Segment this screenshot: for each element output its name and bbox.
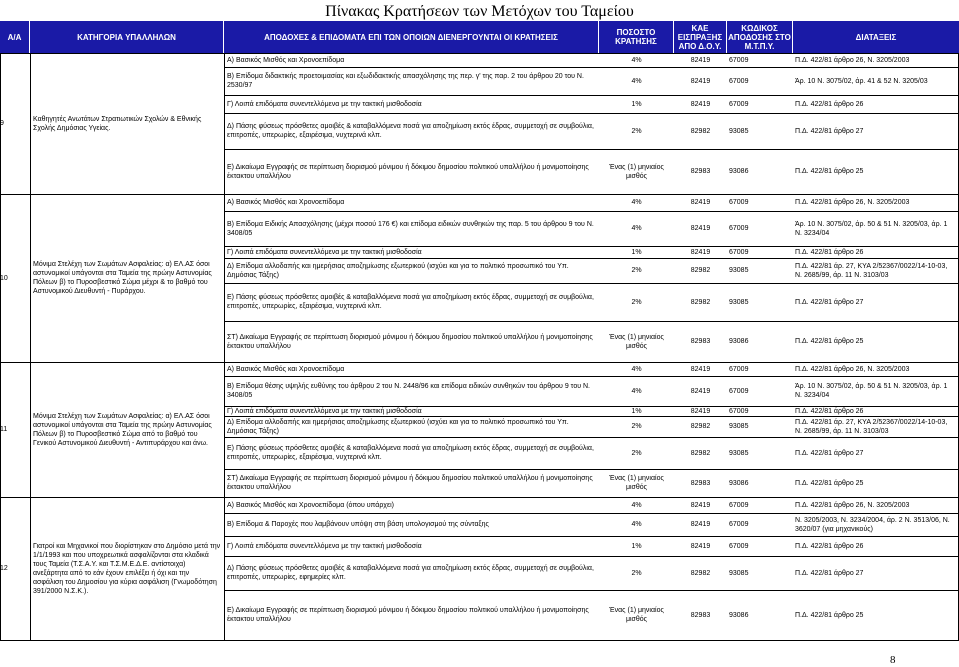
allowance-description: Α) Βασικός Μισθός και Χρονοεπίδομα (όπου υπάρχει) <box>227 501 394 509</box>
column-divider <box>224 53 225 194</box>
provision-text: Π.Δ. 422/81 άρθρο 26 <box>795 407 864 415</box>
provision-text: Ν. 3205/2003, Ν. 3234/2004, άρ. 2 Ν. 3513/06, Ν. 3620/07 (για μηχανικούς) <box>795 516 950 533</box>
provision-text: Π.Δ. 422/81 άρθρο 27 <box>795 298 864 306</box>
category-text: Γιατροί και Μηχανικοί που διορίστηκαν στο Δημόσιο μετά την 1/1/1993 και που υποχρεωτικά ασφαλίζονται στα κλαδικά τους Ταμεία (Τ.Σ.Α.Υ. και Τ.Σ.Μ.Ε.Δ.Ε. αντίστοιχα) ανεξάρτητα από το εάν έχουν επιλέξει ή όχι και την ασφάλιση του Δημοσίου για κύρια ασφάλιση (Γνωμοδότηση 391/2000 Ν.Σ.Κ.). <box>33 542 221 595</box>
header-provisions: ΔΙΑΤΑΞΕΙΣ <box>793 21 959 53</box>
payment-code: 67009 <box>729 100 749 108</box>
percent-value: 4% <box>631 521 642 528</box>
percent-value: Ένας (1) μηνιαίος μισθός <box>609 475 664 491</box>
column-divider <box>30 53 31 194</box>
provision-text: Π.Δ. 422/81 άρθρο 26 <box>795 542 864 550</box>
payment-code: 93085 <box>729 267 749 274</box>
provision-text: Π.Δ. 422/81 άρθρο 25 <box>795 338 864 345</box>
allowance-description: Δ) Επίδομα αλλοδαπής και ημερήσιας αποζημίωσης εξωτερικού (ισχύει και για το πολιτικό προσωπικό του Υπ. Δημόσιας Τάξης) <box>227 262 569 279</box>
kae-code: 82419 <box>690 248 711 256</box>
provision-text: Π.Δ. 422/81 άρ. 27, ΚΥΑ 2/52367/0022/14-10-03, Ν. 2685/99, άρ. 11 Ν. 3103/03 <box>795 418 948 435</box>
payment-code: 67009 <box>729 407 749 415</box>
allowance-description: Δ) Πάσης φύσεως πρόσθετες αμοιβές & καταβαλλόμενα ποσά για αποζημίωση εκτός έδρας, συμμετοχή σε συμβούλια, επιτροπές, υπερωρίες, εξαιρέσιμα, νυχτερινά κλπ. <box>227 123 594 139</box>
provision-text: Άρ. 10 Ν. 3075/02, άρ. 50 & 51 Ν. 3205/03, άρ. 1 Ν. 3234/04 <box>795 383 948 399</box>
payment-code: 93085 <box>729 127 749 135</box>
percent-value: 2% <box>631 267 642 274</box>
percent-value: 4% <box>631 199 642 206</box>
payment-code: 67009 <box>729 56 749 64</box>
percent-value: 4% <box>631 365 642 373</box>
allowance-description: Γ) Λοιπά επιδόματα συνεντελλόμενα με την τακτική μισθοδοσία <box>227 100 422 108</box>
kae-code: 82419 <box>690 407 711 415</box>
kae-code: 82419 <box>690 100 711 108</box>
column-divider <box>224 362 225 497</box>
kae-code: 82419 <box>690 365 711 373</box>
allowance-description: Δ) Πάσης φύσεως πρόσθετες αμοιβές & καταβαλλόμενα ποσά για αποζημίωση εκτός έδρας, συμμετοχή σε συμβούλια, επιτροπές, υπερωρίες, εφημερίες κλπ. <box>227 565 594 581</box>
kae-code: 82982 <box>690 569 711 577</box>
provision-text: Π.Δ. 422/81 άρθρο 25 <box>795 168 864 175</box>
kae-code: 82419 <box>690 542 711 550</box>
provision-text: Π.Δ. 422/81 άρθρο 25 <box>795 479 864 487</box>
percent-value: 1% <box>631 542 642 550</box>
allowance-description: Γ) Λοιπά επιδόματα συνεντελλόμενα με την τακτική μισθοδοσία <box>227 407 422 415</box>
percent-value: 2% <box>631 569 642 577</box>
header-percent: ΠΟΣΟΣΤΟ ΚΡΑΤΗΣΗΣ <box>599 21 674 53</box>
provision-text: Π.Δ. 422/81 άρθρο 26, Ν. 3205/2003 <box>795 199 910 206</box>
row-number: 9 <box>0 120 4 127</box>
provision-text: Π.Δ. 422/81 άρθρο 27 <box>795 449 864 457</box>
kae-code: 82982 <box>690 423 711 430</box>
provision-text: Π.Δ. 422/81 άρθρο 27 <box>795 127 864 135</box>
payment-code: 67009 <box>729 542 749 550</box>
payment-code: 93085 <box>729 423 749 430</box>
allowance-description: Ε) Πάσης φύσεως πρόσθετες αμοιβές & καταβαλλόμενα ποσά για αποζημίωση εκτός έδρας, συμμετοχή σε συμβούλια, επιτροπές, υπερωρίες, εξαιρέσιμα, νυχτερινά κλπ. <box>227 294 594 310</box>
header-category: ΚΑΤΗΓΟΡΙΑ ΥΠΑΛΛΗΛΩΝ <box>30 21 224 53</box>
kae-code: 82982 <box>690 267 711 274</box>
provision-text: Π.Δ. 422/81 άρθρο 26 <box>795 100 864 108</box>
kae-code: 82982 <box>690 449 711 457</box>
percent-value: Ένας (1) μηνιαίος μισθός <box>609 333 664 350</box>
row-divider <box>0 640 959 641</box>
column-divider <box>30 194 31 362</box>
kae-code: 82982 <box>690 127 711 135</box>
payment-code: 67009 <box>729 521 749 528</box>
allowance-description: Γ) Λοιπά επιδόματα συνεντελλόμενα με την τακτική μισθοδοσία <box>227 248 422 256</box>
allowance-description: Ε) Δικαίωμα Εγγραφής σε περίπτωση διορισμού μόνιμου ή δόκιμου δημοσίου πολιτικού υπαλλήλου ή μονιμοποίησης έκτακτου υπαλλήλου <box>227 163 589 180</box>
provision-text: Π.Δ. 422/81 άρθρο 25 <box>795 611 864 619</box>
payment-code: 93086 <box>729 479 749 487</box>
allowance-description: Ε) Πάσης φύσεως πρόσθετες αμοιβές & καταβαλλόμενα ποσά για αποζημίωση εκτός έδρας, συμμετοχή σε συμβούλια, επιτροπές, υπερωρίες, εξαιρέσιμα, νυχτερινά κλπ. <box>227 445 594 461</box>
allowance-description: Δ) Επίδομα αλλοδαπής και ημερήσιας αποζημίωσης εξωτερικού (ισχύει και για το πολιτικό προσωπικό του Υπ. Δημόσιας Τάξης) <box>227 418 569 435</box>
payment-code: 67009 <box>729 199 749 206</box>
kae-code: 82983 <box>690 168 711 175</box>
allowance-description: Α) Βασικός Μισθός και Χρονοεπίδομα <box>227 365 345 373</box>
row-number: 11 <box>0 426 8 433</box>
provision-text: Π.Δ. 422/81 άρθρο 27 <box>795 569 864 577</box>
kae-code: 82419 <box>690 56 711 64</box>
kae-code: 82983 <box>690 479 711 487</box>
header-code: ΚΩΔΙΚΟΣ ΑΠΟΔΟΣΗΣ ΣΤΟ Μ.Τ.Π.Υ. <box>727 21 793 53</box>
header-kae: ΚΑΕ ΕΙΣΠΡΑΞΗΣ ΑΠΟ Δ.Ο.Υ. <box>674 21 727 53</box>
payment-code: 67009 <box>729 225 749 232</box>
allowance-description: Β) Επίδομα θέσης υψηλής ευθύνης του άρθρου 2 του Ν. 2448/96 και επίδομα ειδικών συνθηκών του άρθρου 9 του Ν. 3408/05 <box>227 383 590 399</box>
percent-value: 4% <box>631 77 642 85</box>
row-number: 12 <box>0 565 8 572</box>
allowance-description: Β) Επίδομα & Παροχές που λαμβάνουν υπόψη στη βάση υπολογισμού της σύνταξης <box>227 521 489 528</box>
percent-value: 4% <box>631 56 642 64</box>
percent-value: 2% <box>631 127 642 135</box>
provision-text: Π.Δ. 422/81 άρθρο 26 <box>795 248 864 256</box>
column-divider <box>30 362 31 497</box>
percent-value: 4% <box>631 225 642 232</box>
kae-code: 82419 <box>690 387 711 395</box>
category-text: Καθηγητές Ανωτάτων Στρατιωτικών Σχολών & Εθνικής Σχολής Δημόσιας Υγείας. <box>33 115 202 132</box>
provision-text: Π.Δ. 422/81 άρθρο 26, Ν. 3205/2003 <box>795 501 910 509</box>
kae-code: 82983 <box>690 611 711 619</box>
payment-code: 93086 <box>729 611 749 619</box>
column-divider <box>224 194 225 362</box>
percent-value: 1% <box>631 100 642 108</box>
payment-code: 67009 <box>729 248 749 256</box>
kae-code: 82419 <box>690 199 711 206</box>
allowance-description: Α) Βασικός Μισθός και Χρονοεπίδομα <box>227 199 345 206</box>
kae-code: 82419 <box>690 501 711 509</box>
percent-value: 1% <box>631 248 642 256</box>
payment-code: 67009 <box>729 77 749 85</box>
column-divider <box>224 497 225 640</box>
kae-code: 82983 <box>690 338 711 345</box>
provision-text: Άρ. 10 Ν. 3075/02, άρ. 41 & 52 Ν. 3205/03 <box>795 77 928 85</box>
percent-value: 4% <box>631 387 642 395</box>
row-number: 10 <box>0 274 8 282</box>
kae-code: 82419 <box>690 521 711 528</box>
percent-value: Ένας (1) μηνιαίος μισθός <box>609 607 664 623</box>
kae-code: 82982 <box>690 298 711 306</box>
kae-code: 82419 <box>690 77 711 85</box>
header-allowances: ΑΠΟΔΟΧΕΣ & ΕΠΙΔΟΜΑΤΑ ΕΠΙ ΤΩΝ ΟΠΟΙΩΝ ΔΙΕΝΕΡΓΟΥΝΤΑΙ ΟΙ ΚΡΑΤΗΣΕΙΣ <box>224 21 599 53</box>
allowance-description: Α) Βασικός Μισθός και Χρονοεπίδομα <box>227 56 345 64</box>
percent-value: 1% <box>631 407 642 415</box>
document-title: Πίνακας Κρατήσεων των Μετόχων του Ταμείου <box>325 3 634 20</box>
header-aa: Α/Α <box>0 21 30 53</box>
payment-code: 93086 <box>729 168 749 175</box>
page-number: 8 <box>890 654 896 666</box>
payment-code: 93086 <box>729 338 749 345</box>
category-text: Μόνιμα Στελέχη των Σωμάτων Ασφαλείας: α) ΕΛ.ΑΣ όσοι αστυνομικοί υπάγονται στα Ταμεία της πρώην Αστυνομίας Πόλεων β) το Πυροσβεστικό Σώμα από το βαθμό του Γενικού Αστυνομικού Διευθυντή - Αντιπυράρχου και άνω. <box>33 412 212 447</box>
payment-code: 93085 <box>729 569 749 577</box>
payment-code: 67009 <box>729 387 749 395</box>
percent-value: 2% <box>631 423 642 430</box>
allowance-description: Β) Επίδομα διδακτικής προετοιμασίας και εξωδιδακτικής απασχόλησης της περ. γ' της παρ. 2 του άρθρου 20 του Ν. 2530/97 <box>227 73 584 89</box>
provision-text: Π.Δ. 422/81 άρθρο 26, Ν. 3205/2003 <box>795 56 910 64</box>
allowance-description: ΣΤ) Δικαίωμα Εγγραφής σε περίπτωση διορισμού μόνιμου ή δόκιμου δημοσίου πολιτικού υπαλλήλου ή μονιμοποίησης έκτακτου υπαλλήλου <box>227 475 593 491</box>
payment-code: 67009 <box>729 365 749 373</box>
allowance-description: Γ) Λοιπά επιδόματα συνεντελλόμενα με την τακτική μισθοδοσία <box>227 542 422 550</box>
category-text: Μόνιμα Στελέχη των Σωμάτων Ασφαλείας: α) ΕΛ.ΑΣ όσοι αστυνομικοί υπάγονται στα Ταμεία της πρώην Αστυνομίας Πόλεων β) το Πυροσβεστικό Σώμα μέχρι & το βαθμό του Αστυνομικού Διευθυντή - Πυράρχου. <box>33 261 212 295</box>
percent-value: Ένας (1) μηνιαίος μισθός <box>609 163 664 180</box>
provision-text: Άρ. 10 Ν. 3075/02, άρ. 50 & 51 Ν. 3205/03, άρ. 1 Ν. 3234/04 <box>795 220 948 237</box>
provision-text: Π.Δ. 422/81 άρθρο 26, Ν. 3205/2003 <box>795 365 910 373</box>
allowance-description: Β) Επίδομα Ειδικής Απασχόλησης (μέχρι ποσού 176 €) και επίδομα ειδικών συνθηκών της παρ. 5 του άρθρου 9 του Ν. 3408/05 <box>227 220 594 237</box>
provision-text: Π.Δ. 422/81 άρ. 27, ΚΥΑ 2/52367/0022/14-10-03, Ν. 2685/99, άρ. 11 Ν. 3103/03 <box>795 262 948 279</box>
payment-code: 93085 <box>729 298 749 306</box>
column-divider <box>30 497 31 640</box>
percent-value: 2% <box>631 449 642 457</box>
percent-value: 2% <box>631 298 642 306</box>
percent-value: 4% <box>631 501 642 509</box>
allowance-description: ΣΤ) Δικαίωμα Εγγραφής σε περίπτωση διορισμού μόνιμου ή δόκιμου δημοσίου πολιτικού υπαλλήλου ή μονιμοποίησης έκτακτου υπαλλήλου <box>227 333 593 350</box>
kae-code: 82419 <box>690 225 711 232</box>
payment-code: 93085 <box>729 449 749 457</box>
payment-code: 67009 <box>729 501 749 509</box>
allowance-description: Ε) Δικαίωμα Εγγραφής σε περίπτωση διορισμού μόνιμου ή δόκιμου δημοσίου πολιτικού υπαλλήλου ή μονιμοποίησης έκτακτου υπαλλήλου <box>227 607 589 623</box>
